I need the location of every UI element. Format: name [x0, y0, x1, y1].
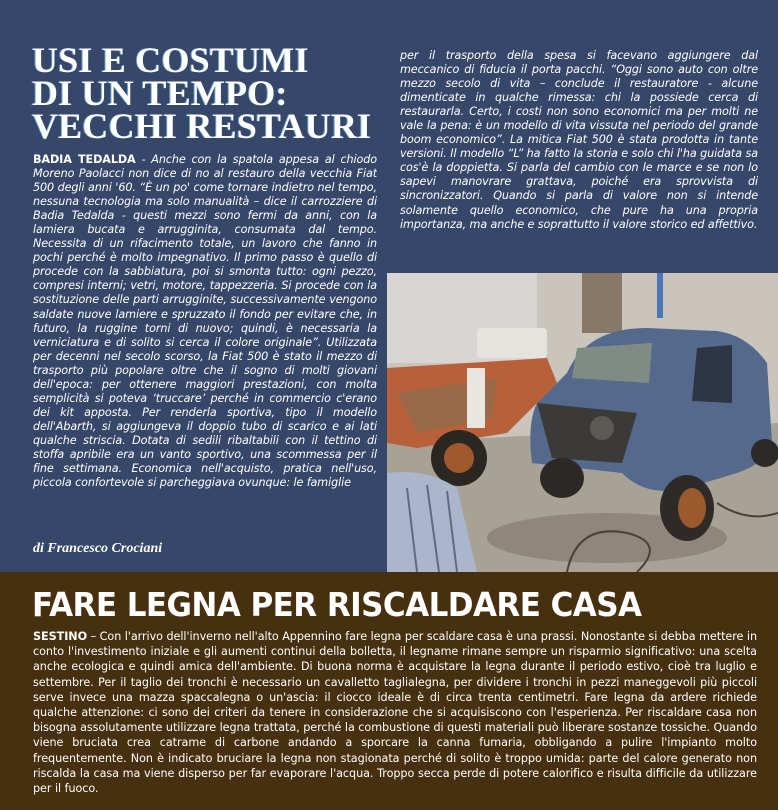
body-text-left: - Anche con la spatola appesa al chiodo Moreno Paolacci non dice di no al restauro della vecchia Fiat 500 degli anni '60. “È un po' come tornare indietro nel tempo, nessuna tecnologia ma solo manualità – dice il carrozziere di Badia Tedalda - questi mezzi sono fermi da anni, con la lamiera bucata e arrugginita, consumata dal tempo. Necessita di un rifacimento totale, un lavoro che fanno in pochi perché è molto impegnativo. Il primo passo è quello di procede con la sabbiatura, poi si smonta tutto: ogni pezzo, compresi interni; vetri, motore, tappezzeria. Si procede con la sostituzione delle parti arrugginite, successivamente vengono saldate nuove lamiere e spruzzato il fondo per evitare che, in futuro, la ruggine torni di nuovo; quindi, è necessaria la verniciatura e di solito si cerca il colore originale”. Utilizzata per decenni nel secolo scorso, la Fiat 500 è stato il mezzo di trasporto più popolare oltre che il sogno di molti giovani dell'epoca: per ottenere maggiori prestazioni, con molta semplicità si poteva ‘truccare’ perché in commercio c'erano dei kit apposta. Per renderla sportiva, tipo il modello dell'Abarth, si aggiungeva il doppio tubo di scarico e ai lati qualche striscia. Dotata di sedili ribaltabili con il tettino di stoffa apribile era un vanto sportivo, una scommessa per il fine settimana. Economica nell'acquisto, pratica nell'uso, piccola confortevole si parcheggiava ovunque: le famiglie	[33, 153, 377, 490]
article-restauri-title	[32, 40, 382, 146]
article-legna-title: FARE LEGNA PER RISCALDARE CASA	[32, 585, 642, 624]
blue-pipe	[657, 273, 663, 318]
engine-bay	[537, 403, 637, 463]
rear-wheel-left	[540, 458, 584, 498]
article-legna-body	[33, 629, 757, 799]
article-restauri-column-left	[33, 153, 377, 531]
rear-rim-right	[678, 488, 706, 528]
fiat-500-photo	[387, 273, 778, 572]
title-line: DI UN TEMPO:	[32, 73, 288, 113]
engine-part	[590, 416, 614, 440]
back-door	[582, 273, 622, 333]
front-wheel	[751, 439, 778, 467]
rusty-car-rim	[444, 443, 474, 473]
byline: di Francesco Crociani	[33, 541, 163, 556]
article-restauri-column-right	[400, 49, 758, 264]
side-window	[692, 345, 732, 403]
body-text: – Con l'arrivo dell'inverno nell'alto Appennino fare legna per scaldare casa è una prassi. Nonostante si debba mettere in conto l'investimento iniziale e gli aumenti continui della bolletta, il legname rimane sempre un risparmio significativo: una scelta anche ecologica e quindi amica dell'ambiente. Di buona norma è acquistare la legna durante il periodo estivo, cioè tra luglio e settembre. Per il taglio dei tronchi è necessario un cavalletto taglialegna, per dividere i tronchi in pezzi maneggevoli più piccoli serve invece una mazza spaccalegna o un'ascia: il ciocco ideale è di circa trenta centimetri. Fare legna da ardere richiede qualche attenzione: ci sono dei criteri da tenere in considerazione che si acquisiscono con l'esperienza. Per riscaldare casa non bisogna assolutamente utilizzare legna trattata, perché la combustione di questi materiali può liberare sostanze tossiche. Quando viene bruciata crea catrame di carbone andando a sporcare la canna fumaria, obbligando a pulire l'impianto molto frequentemente. Non è indicato bruciare la legna non stagionata perché di solito è troppo umida: parte del calore generato non riscalda la casa ma viene disperso per far evaporare l'acqua. Troppo secca perde di potere calorifico e risulta difficile da utilizzare per il fuoco.	[33, 630, 757, 796]
title-line: VECCHI RESTAURI	[32, 106, 372, 146]
rusty-car-pillar	[467, 368, 485, 428]
rear-window-opening	[572, 343, 652, 383]
photo-garage-illustration	[387, 273, 778, 572]
body-text-right: per il trasporto della spesa si facevano aggiungere dal meccanico di fiducia il porta pacchi. “Oggi sono auto con oltre mezzo secolo di vita – conclude il restauratore - alcune dimenticate in qualche rimessa: chi la possiede cerca di restaurarla. Certo, i costi non sono economici ma per molti ne vale la pena: è un modello di vita vissuta nel periodo del grande boom economico”. La mitica Fiat 500 è stata prodotta in tante versioni. Il modello “L” ha fatto la storia e solo chi l'ha guidata sa cos'è la doppietta. Si parla del cambio con le marce e se non lo sapevi manovrare grattava, poiché era sprovvista di sincronizzatori. Quando si parla di valore non si intende solamente quello economico, che pure ha una propria importanza, ma anche e soprattutto il valore storico ed affettivo.	[400, 49, 758, 231]
white-car	[477, 328, 547, 358]
dateline: SESTINO	[33, 630, 88, 643]
title-line: USI E COSTUMI	[32, 40, 309, 80]
dateline: BADIA TEDALDA	[33, 153, 136, 166]
